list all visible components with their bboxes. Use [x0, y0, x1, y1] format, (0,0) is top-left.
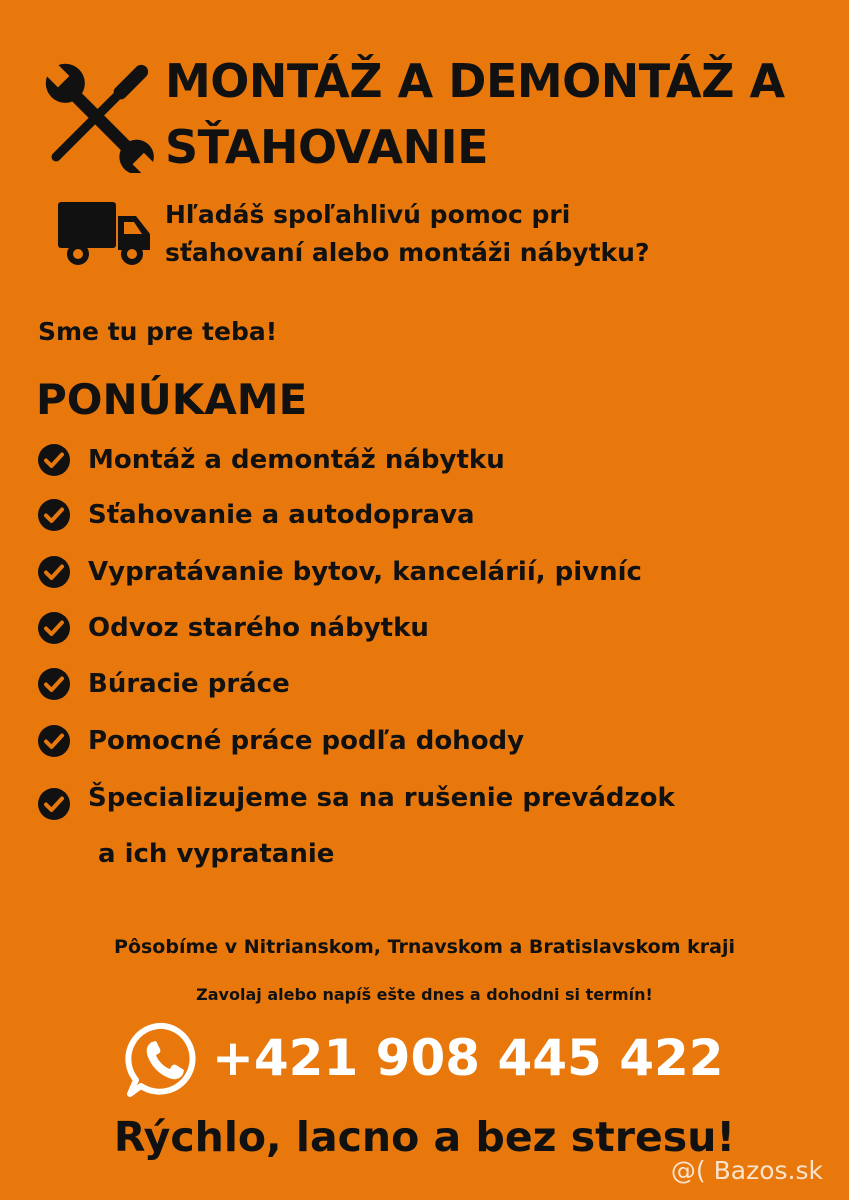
service-label: Špecializujeme sa na rušenie prevádzok — [88, 783, 675, 813]
service-label: Vypratávanie bytov, kancelárií, pivníc — [88, 557, 642, 587]
page-title — [165, 48, 835, 180]
call-to-action: Zavolaj alebo napíš ešte dnes a dohodni si termín! — [196, 985, 653, 1004]
check-circle-icon — [36, 554, 72, 590]
offer-heading: PONÚKAME — [36, 375, 308, 424]
service-label: Odvoz starého nábytku — [88, 613, 429, 643]
truck-icon — [56, 198, 152, 270]
watermark: @( Bazos.sk — [670, 1156, 823, 1185]
region-text: Pôsobíme v Nitrianskom, Trnavskom a Bratislavskom kraji — [114, 936, 735, 958]
service-item — [36, 552, 836, 592]
phone-number[interactable]: +421 908 445 422 — [212, 1029, 724, 1087]
title-line-1: MONTÁŽ A DEMONTÁŽ A — [165, 54, 785, 108]
check-circle-icon — [36, 610, 72, 646]
service-label: Sťahovanie a autodoprava — [88, 500, 475, 530]
service-label: Búracie práce — [88, 669, 290, 699]
whatsapp-icon[interactable] — [124, 1020, 204, 1100]
service-continuation: a ich vypratanie — [98, 839, 335, 869]
check-circle-icon — [36, 786, 72, 822]
service-label: Pomocné práce podľa dohody — [88, 726, 525, 756]
subtitle-line-2: sťahovaní alebo montáži nábytku? — [165, 238, 650, 267]
subtitle-line-1: Hľadáš spoľahlivú pomoc pri — [165, 200, 571, 229]
tagline: Sme tu pre teba! — [38, 317, 278, 346]
service-item — [36, 664, 836, 704]
service-item — [36, 440, 836, 480]
subtitle — [165, 196, 650, 272]
service-item — [36, 495, 836, 535]
wrench-screwdriver-icon — [40, 58, 155, 173]
check-circle-icon — [36, 442, 72, 478]
service-item — [36, 721, 836, 761]
service-item — [36, 778, 836, 818]
service-item — [36, 608, 836, 648]
service-label: Montáž a demontáž nábytku — [88, 445, 505, 475]
check-circle-icon — [36, 666, 72, 702]
slogan: Rýchlo, lacno a bez stresu! — [113, 1113, 736, 1161]
title-line-2: SŤAHOVANIE — [165, 120, 489, 174]
check-circle-icon — [36, 497, 72, 533]
check-circle-icon — [36, 723, 72, 759]
